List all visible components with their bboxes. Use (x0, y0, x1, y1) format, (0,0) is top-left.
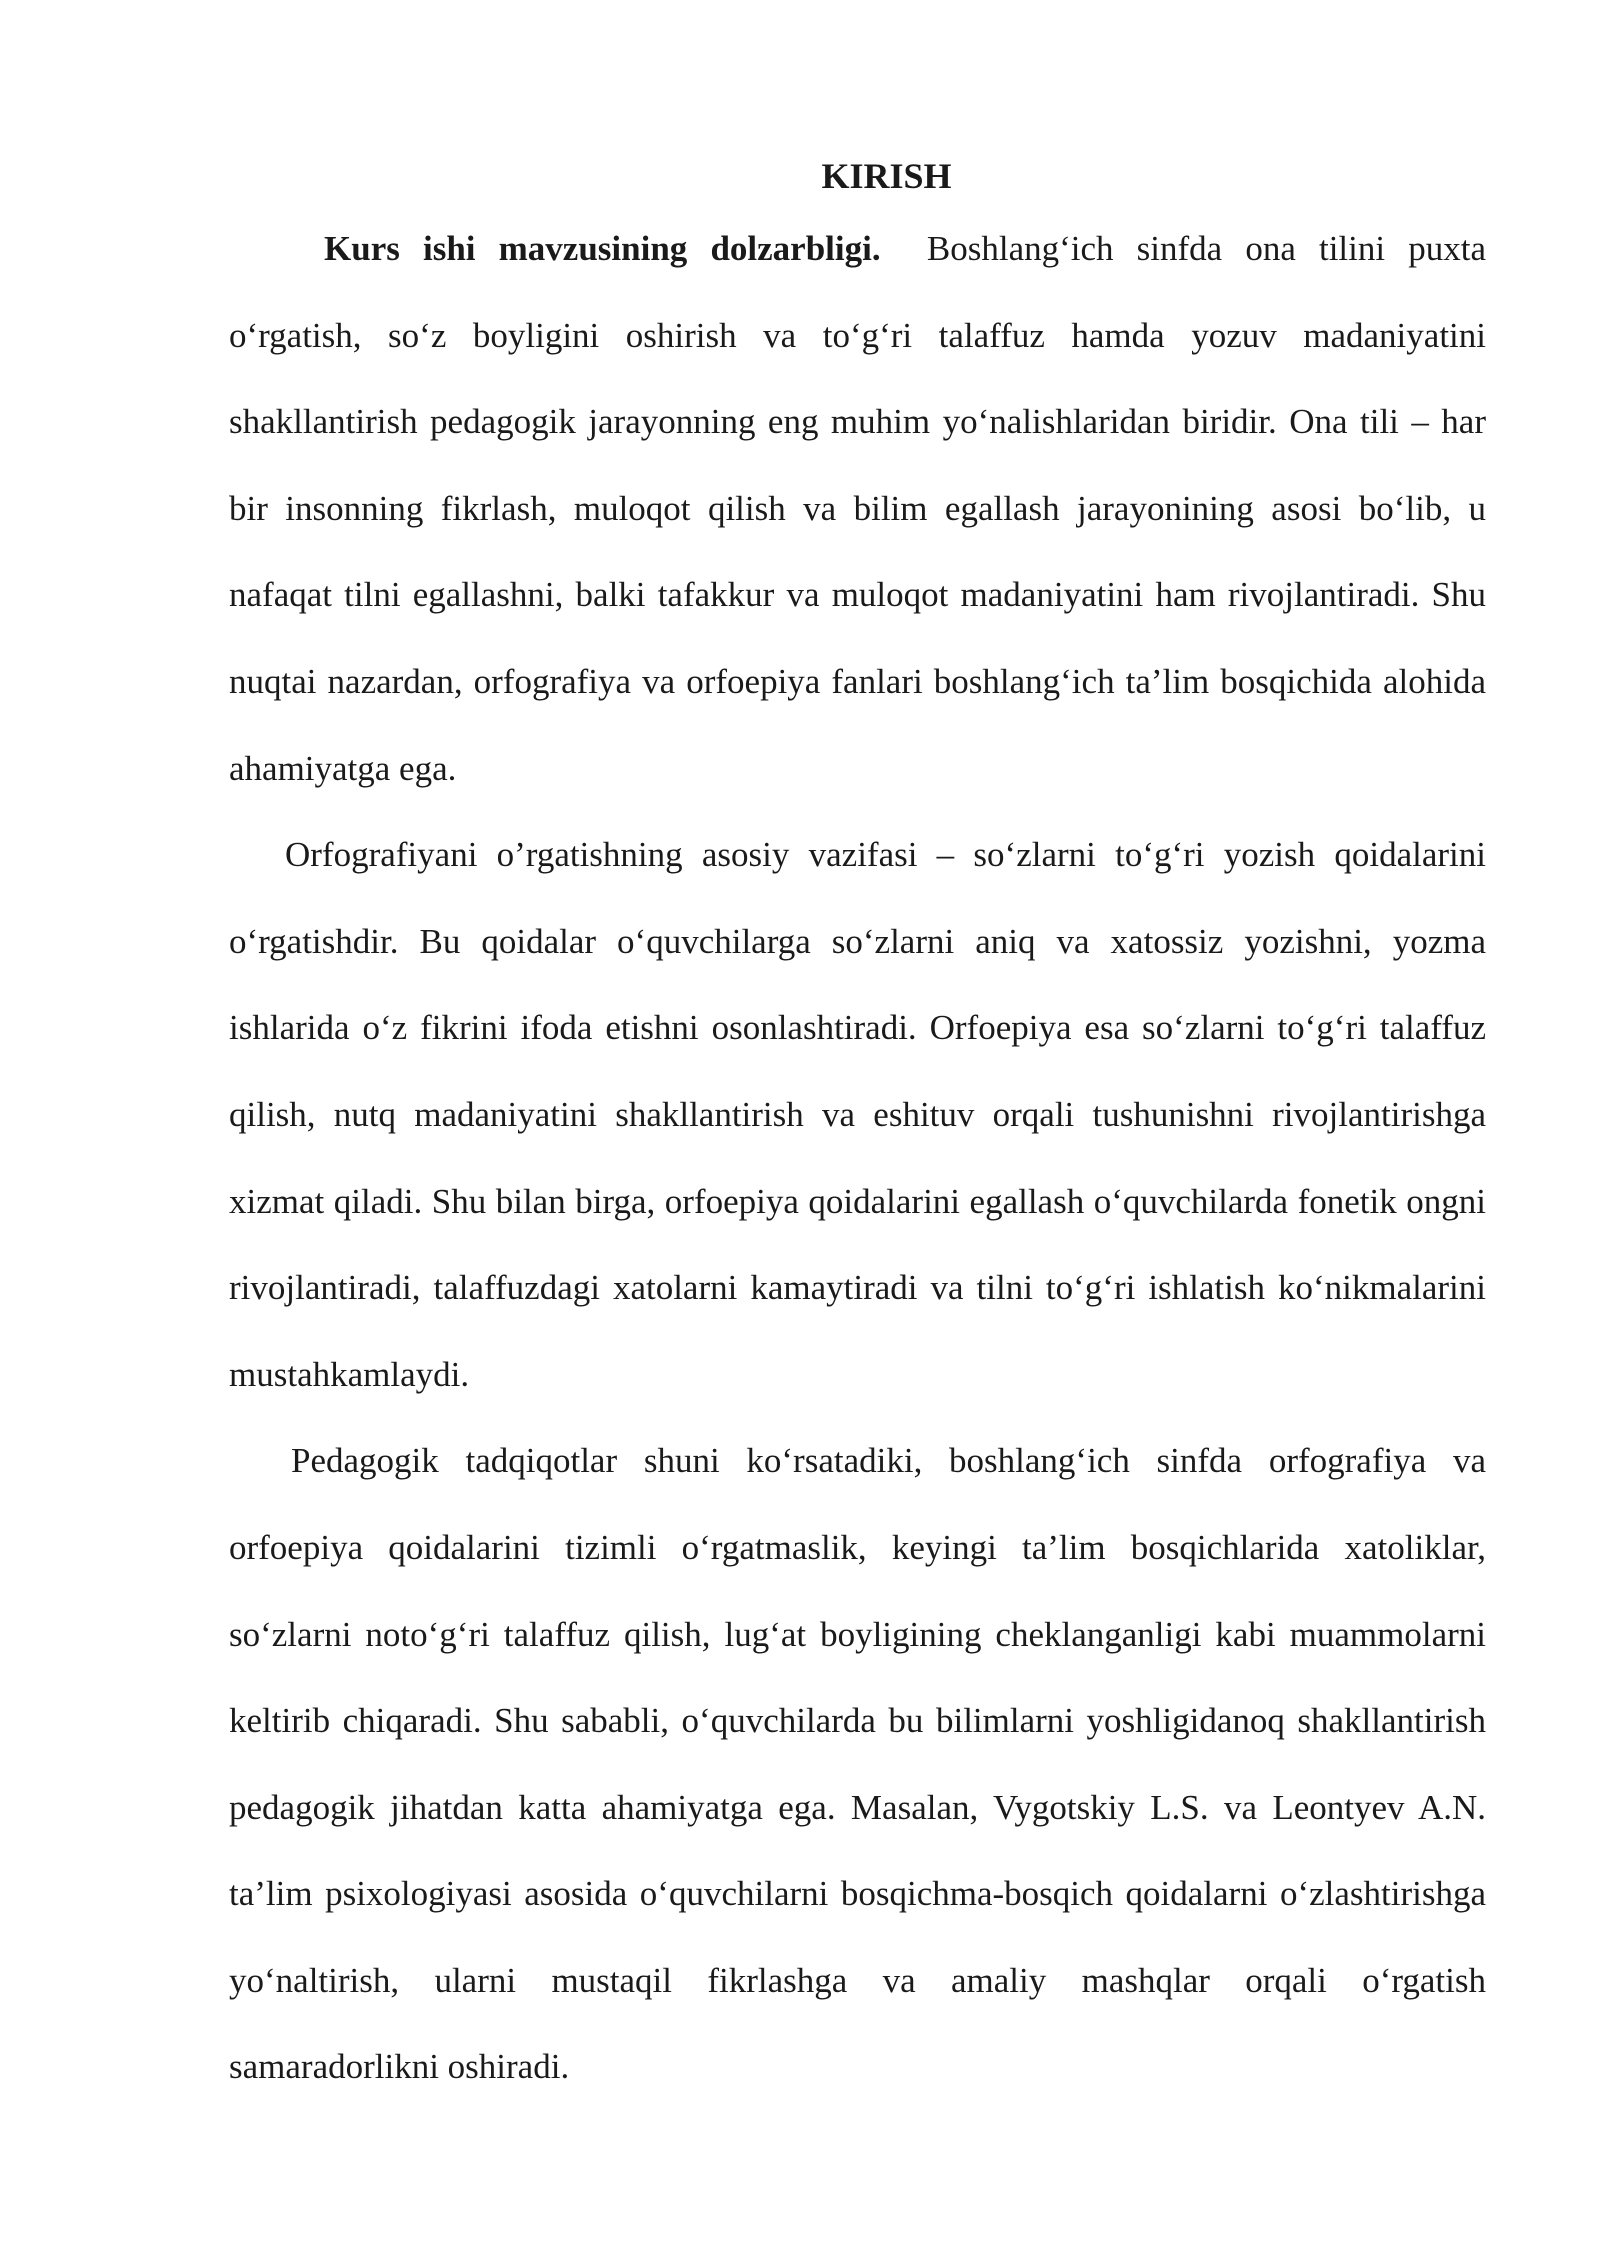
section-title: KIRISH (821, 156, 952, 196)
paragraph-lead-heading: Kurs ishi mavzusining dolzarbligi. (324, 229, 881, 268)
document-body (229, 146, 1486, 2111)
paragraph-text: Boshlang‘ich sinfda ona tilini puxta o‘rgatish, so‘z boyligini oshirish va to‘g‘ri talaffuz hamda yozuv madaniyatini shakllantirish pedagogik jarayonning eng muhim yo‘nalishlaridan biridir. Ona tili – har bir insonning fikrlash, muloqot qilish va bilim egallash jarayonining asosi bo‘lib, u nafaqat tilni egallashni, balki tafakkur va muloqot madaniyatini ham rivojlantiradi. Shu nuqtai nazardan, orfografiya va orfoepiya fanlari boshlang‘ich ta’lim bosqichida alohida ahamiyatga ega. (229, 229, 1487, 788)
paragraph-pedagogical-research (229, 1418, 1486, 2111)
paragraph-orthography (229, 812, 1486, 1418)
paragraph-text: Orfografiyani o’rgatishning asosiy vazifasi – so‘zlarni to‘g‘ri yozish qoidalarini o‘rgatishdir. Bu qoidalar o‘quvchilarga so‘zlarni aniq va xatossiz yozishni, yozma ishlarida o‘z fikrini ifoda etishni osonlashtiradi. Orfoepiya esa so‘zlarni to‘g‘ri talaffuz qilish, nutq madaniyatini shakllantirish va eshituv orqali tushunishni rivojlantirishga xizmat qiladi. Shu bilan birga, orfoepiya qoidalarini egallash o‘quvchilarda fonetik ongni rivojlantiradi, talaffuzdagi xatolarni kamaytiradi va tilni to‘g‘ri ishlatish ko‘nikmalarini mustahkamlaydi. (229, 835, 1486, 1394)
paragraph-text: Pedagogik tadqiqotlar shuni ko‘rsatadiki, boshlang‘ich sinfda orfografiya va orfoepiya qoidalarini tizimli o‘rgatmaslik, keyingi ta’lim bosqichlarida xatoliklar, so‘zlarni noto‘g‘ri talaffuz qilish, lug‘at boyligining cheklanganligi kabi muammolarni keltirib chiqaradi. Shu sababli, o‘quvchilarda bu bilimlarni yoshligidanoq shakllantirish pedagogik jihatdan katta ahamiyatga ega. Masalan, Vygotskiy L.S. va Leontyev A.N. ta’lim psixologiyasi asosida o‘quvchilarni bosqichma-bosqich qoidalarni o‘zlashtirishga yo‘naltirish, ularni mustaqil fikrlashga va amaliy mashqlar orqali o‘rgatish samaradorlikni oshiradi. (229, 1441, 1486, 2087)
paragraph-relevance (229, 206, 1486, 812)
